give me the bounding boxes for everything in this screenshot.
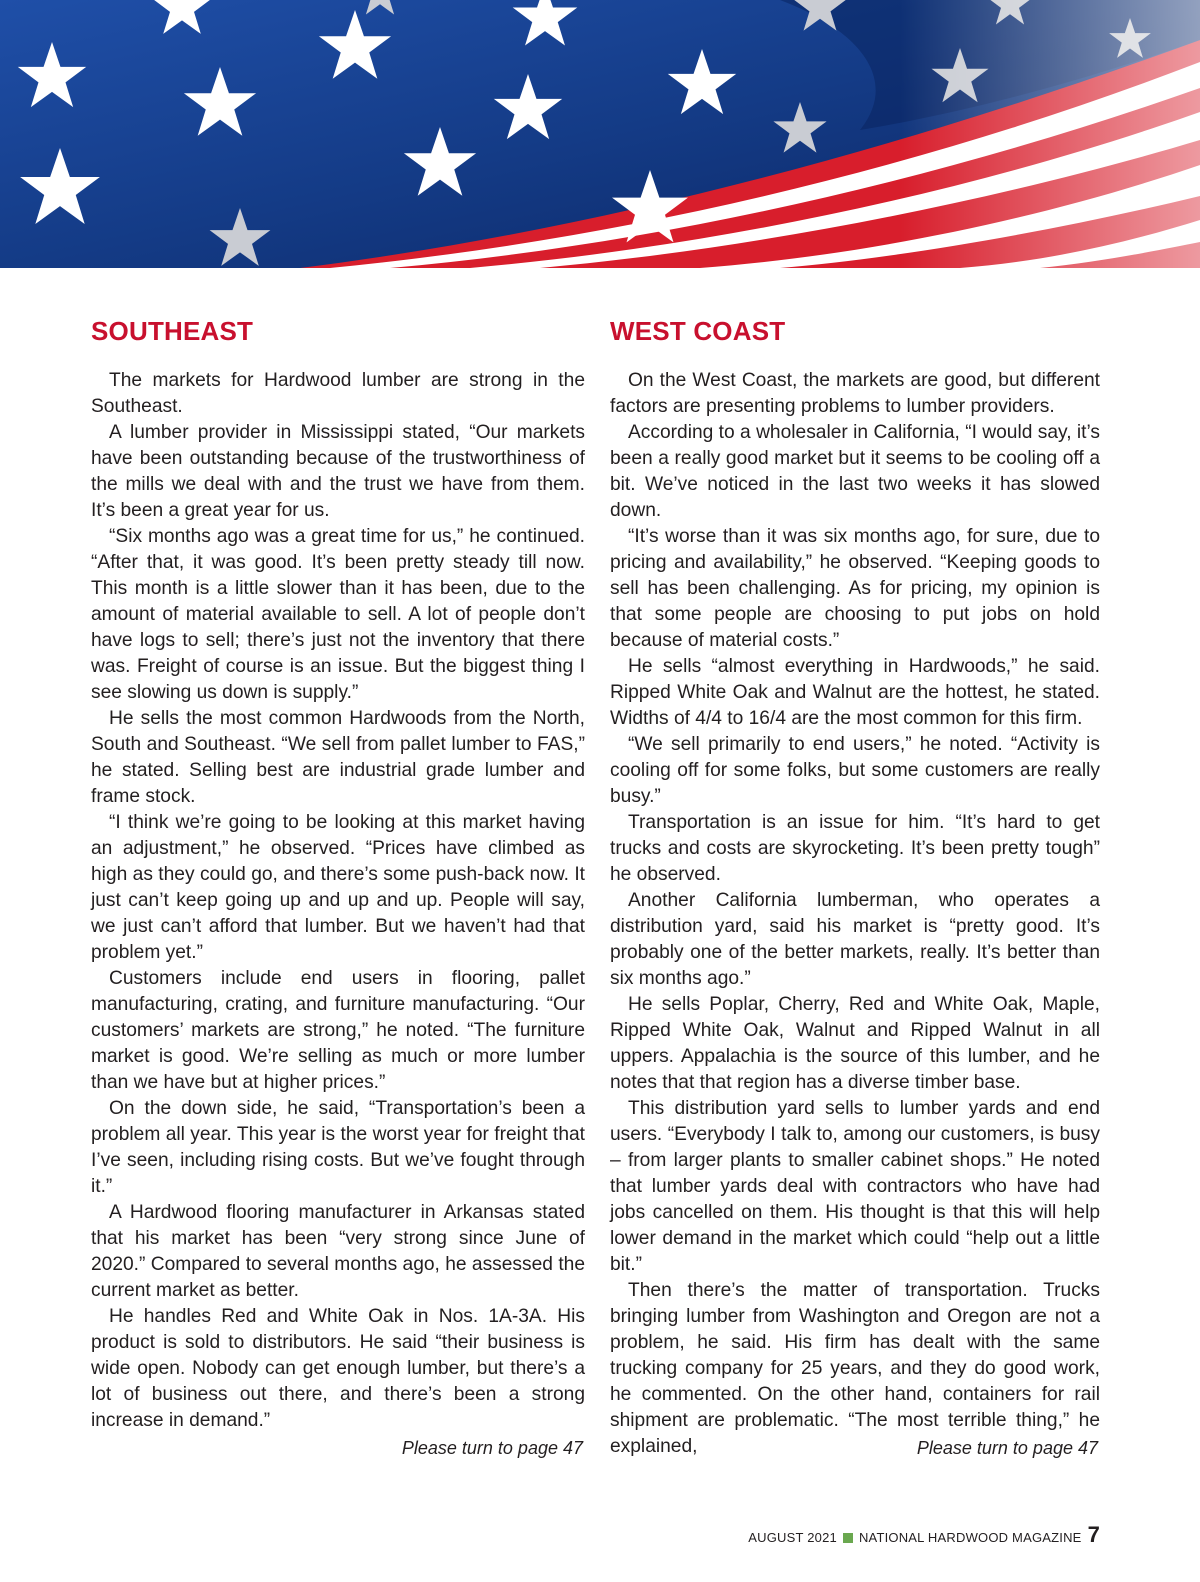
american-flag-image bbox=[0, 0, 1200, 268]
westcoast-continued-link[interactable]: Please turn to page 47 bbox=[916, 1438, 1098, 1458]
page-number: 7 bbox=[1087, 1522, 1100, 1547]
westcoast-paragraph-6: Transportation is an issue for him. “It’s hard to get trucks and costs are skyrocketing. It’s been pretty tough” he observed. bbox=[610, 812, 1100, 885]
footer-magazine-name: NATIONAL HARDWOOD MAGAZINE bbox=[858, 1530, 1082, 1545]
southeast-paragraph-6: Customers include end users in flooring, pallet manufacturing, crating, and furniture manufacturing. “Our customers’ markets are strong,” he noted. “The furniture market is good. We’re selling as much or more lumber than we have but at higher prices.” bbox=[91, 968, 585, 1093]
westcoast-paragraph-5: “We sell primarily to end users,” he noted. “Activity is cooling off for some folks, but some customers are really busy.” bbox=[610, 734, 1100, 807]
southeast-paragraph-1: The markets for Hardwood lumber are strong in the Southeast. bbox=[91, 370, 585, 417]
southeast-paragraph-4: He sells the most common Hardwoods from the North, South and Southeast. “We sell from pallet lumber to FAS,” he stated. Selling best are industrial grade lumber and frame stock. bbox=[91, 708, 585, 807]
page-footer bbox=[748, 1522, 1100, 1548]
southeast-paragraph-2: A lumber provider in Mississippi stated, “Our markets have been outstanding because of the trustworthiness of the mills we deal with and the trust we have from them. It’s been a great year for us. bbox=[91, 422, 585, 521]
southeast-paragraph-9: He handles Red and White Oak in Nos. 1A-3A. His product is sold to distributors. He said “their business is wide open. Nobody can get enough lumber, but there’s a lot of business out there, and there’s been a strong increase in demand.” bbox=[91, 1306, 585, 1431]
southeast-column bbox=[91, 312, 585, 1434]
square-bullet-icon bbox=[843, 1533, 853, 1543]
westcoast-paragraph-8: He sells Poplar, Cherry, Red and White Oak, Maple, Ripped White Oak, Walnut and Ripped Walnut in all uppers. Appalachia is the source of this lumber, and he notes that that region has a diverse timber base. bbox=[610, 994, 1100, 1093]
southeast-paragraph-7: On the down side, he said, “Transportation’s been a problem all year. This year is the worst year for freight that I’ve seen, including rising costs. But we’ve fought through it.” bbox=[91, 1098, 585, 1197]
footer-issue-date: AUGUST 2021 bbox=[748, 1530, 837, 1545]
southeast-continued-link[interactable]: Please turn to page 47 bbox=[401, 1438, 583, 1458]
westcoast-paragraph-10: Then there’s the matter of transportation. Trucks bringing lumber from Washington and Oregon are not a problem, he said. His firm has dealt with the same trucking company for 25 years, and they do good work, he commented. On the other hand, containers for rail shipment are problematic. “The most terrible thing,” he explained, bbox=[610, 1280, 1100, 1457]
westcoast-paragraph-9: This distribution yard sells to lumber yards and end users. “Everybody I talk to, among our customers, is busy – from larger plants to smaller cabinet shops.” He noted that lumber yards deal with contractors who have had jobs cancelled on them. His thought is that this will help lower demand in the market which could “help out a little bit.” bbox=[610, 1098, 1100, 1275]
westcoast-paragraph-1: On the West Coast, the markets are good, but different factors are presenting problems to lumber providers. bbox=[610, 370, 1100, 417]
westcoast-paragraph-3: “It’s worse than it was six months ago, for sure, due to pricing and availability,” he observed. “Keeping goods to sell has been challenging. As for pricing, my opinion is that some people are choosing to put jobs on hold because of material costs.” bbox=[610, 526, 1100, 651]
westcoast-paragraph-4: He sells “almost everything in Hardwoods,” he said. Ripped White Oak and Walnut are the hottest, he stated. Widths of 4/4 to 16/4 are the most common for this firm. bbox=[610, 656, 1100, 729]
southeast-paragraph-5: “I think we’re going to be looking at this market having an adjustment,” he observed. “Prices have climbed as high as they could go, and there’s some push-back now. It just can’t keep going up and up and up. People will say, we just can’t afford that lumber. But we haven’t had that problem yet.” bbox=[91, 812, 585, 963]
westcoast-heading: WEST COAST bbox=[610, 316, 786, 346]
westcoast-paragraph-7: Another California lumberman, who operates a distribution yard, said his market is “pretty good. It’s probably one of the better markets, really. It’s better than six months ago.” bbox=[610, 890, 1100, 989]
southeast-paragraph-8: A Hardwood flooring manufacturer in Arkansas stated that his market has been “very strong since June of 2020.” Compared to several months ago, he assessed the current market as better. bbox=[91, 1202, 585, 1301]
southeast-heading: SOUTHEAST bbox=[91, 316, 254, 346]
southeast-paragraph-3: “Six months ago was a great time for us,” he continued. “After that, it was good. It’s been pretty steady till now. This month is a little slower than it has been, due to the amount of material available to sell. A lot of people don’t have logs to sell; there’s just not the inventory that there was. Freight of course is an issue. But the biggest thing I see slowing us down is supply.” bbox=[91, 526, 585, 703]
westcoast-column bbox=[610, 312, 1100, 1460]
flag-banner bbox=[0, 0, 1200, 268]
westcoast-paragraph-2: According to a wholesaler in California, “I would say, it’s been a really good market but it seems to be cooling off a bit. We’ve noticed in the last two weeks it has slowed down. bbox=[610, 422, 1100, 521]
